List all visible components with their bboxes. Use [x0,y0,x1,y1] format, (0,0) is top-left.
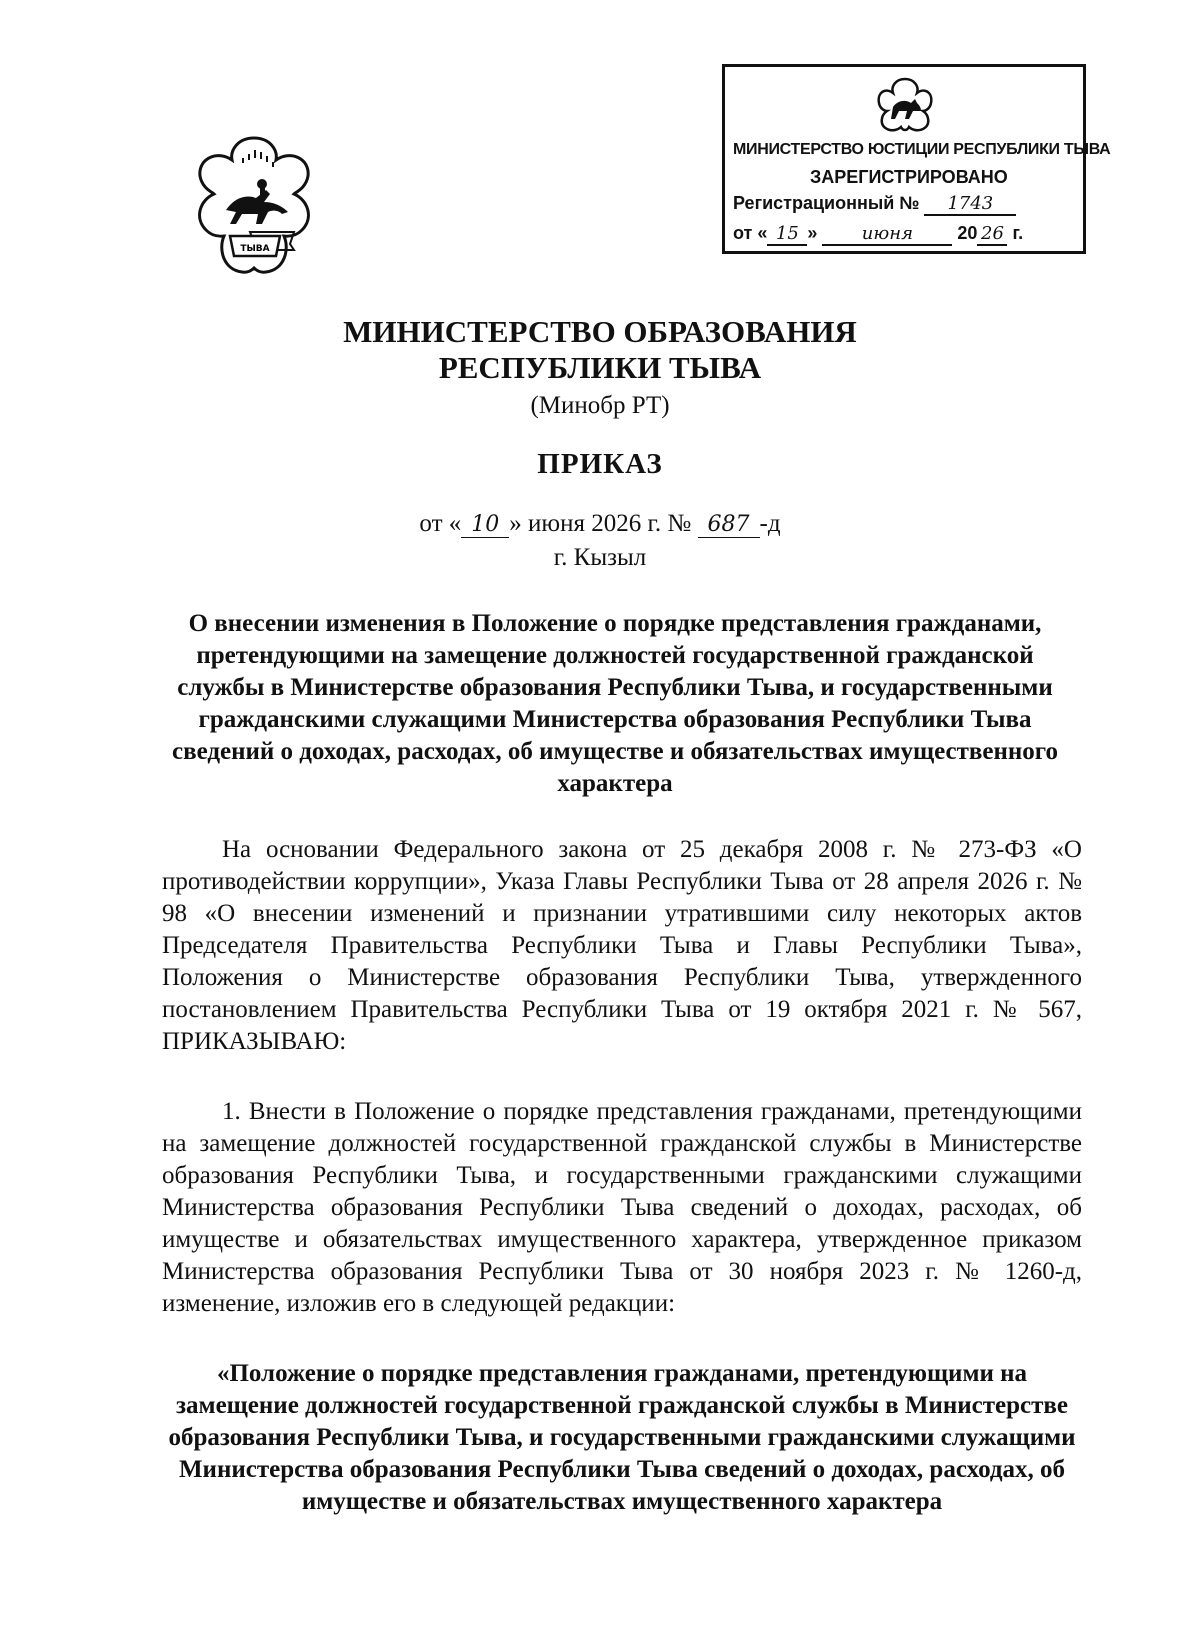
order-number-value: 687 [698,512,760,538]
order-date-day: 10 [461,512,509,538]
stamp-regno-value: 1743 [924,193,1016,216]
stamp-date [733,223,1023,246]
stamp-date-mid: » [807,223,818,243]
ministry-abbreviation: (Минобр РТ) [530,392,670,419]
stamp-date-prefix: от « [733,223,768,243]
stamp-registration-number [733,193,1016,216]
stamp-date-day: 15 [767,223,807,246]
stamp-regno-label: Регистрационный № [733,193,920,213]
stamp-ministry-text: МИНИСТЕРСТВО ЮСТИЦИИ РЕСПУБЛИКИ ТЫВА [733,141,1111,158]
order-date-prefix: от « [419,510,462,537]
basis-paragraph: На основании Федерального закона от 25 декабря 2008 г. № 273-ФЗ «О противодействии коррупции», Указа Главы Республики Тыва от 28 апреля 2026 г. № 98 «О внесении изменений и признании утратившими силу некоторых актов Председателя Правительства Республики Тыва и Главы Республики Тыва», Положения о Министерстве образования Республики Тыва, утвержденного постановлением Правительства Республики Тыва от 19 октября 2021 г. № 567, ПРИКАЗЫВАЮ: [162,836,1082,1055]
ministry-name-line1: МИНИСТЕРСТВО ОБРАЗОВАНИЯ [343,314,857,349]
order-number-suffix: -д [759,510,781,537]
regulation-title: «Положение о порядке представления гражданами, претендующими на замещение должностей государственной гражданской службы в Министерстве образования Республики Тыва, и государственными гражданскими служащими Министерства образования Республики Тыва сведений о доходах, расходах, об имуществе и обязательствах имущественного характера [168,1360,1076,1515]
ministry-name-line2: РЕСПУБЛИКИ ТЫВА [438,350,762,385]
order-city: г. Кызыл [553,544,647,571]
registration-stamp [722,64,1111,254]
document-type: ПРИКАЗ [537,448,663,480]
stamp-registered-text: ЗАРЕГИСТРИРОВАНО [810,167,1008,187]
emblem-ribbon-text: ТЫВА [240,244,270,254]
order-date-number [0,510,1200,538]
stamp-date-year-prefix: 20 [957,223,978,243]
stamp-date-suffix: г. [1012,223,1024,243]
stamp-date-year: 26 [977,223,1007,246]
coat-of-arms-emblem [190,132,318,292]
order-subject-title: О внесении изменения в Положение о порядке представления гражданами, претендующими на замещение должностей государственной гражданской службы в Министерстве образования Республики Тыва, и государственными гражданскими служащими Министерства образования Республики Тыва сведений о доходах, расходах, об имуществе и обязательствах имущественного характера [171,610,1059,797]
order-date-mid: » июня 2026 г. № [509,510,692,537]
stamp-emblem-icon [875,75,935,133]
item-1-paragraph: 1. Внести в Положение о порядке представления гражданами, претендующими на замещение должностей государственной гражданской службы в Министерстве образования Республики Тыва, и государственными гражданскими служащими Министерства образования Республики Тыва сведений о доходах, расходах, об имуществе и обязательствах имущественного характера, утвержденное приказом Министерства образования Республики Тыва от 30 ноября 2023 г. № 1260-д, изменение, изложив его в следующей редакции: [162,1098,1082,1317]
stamp-date-month: июня [822,223,952,246]
